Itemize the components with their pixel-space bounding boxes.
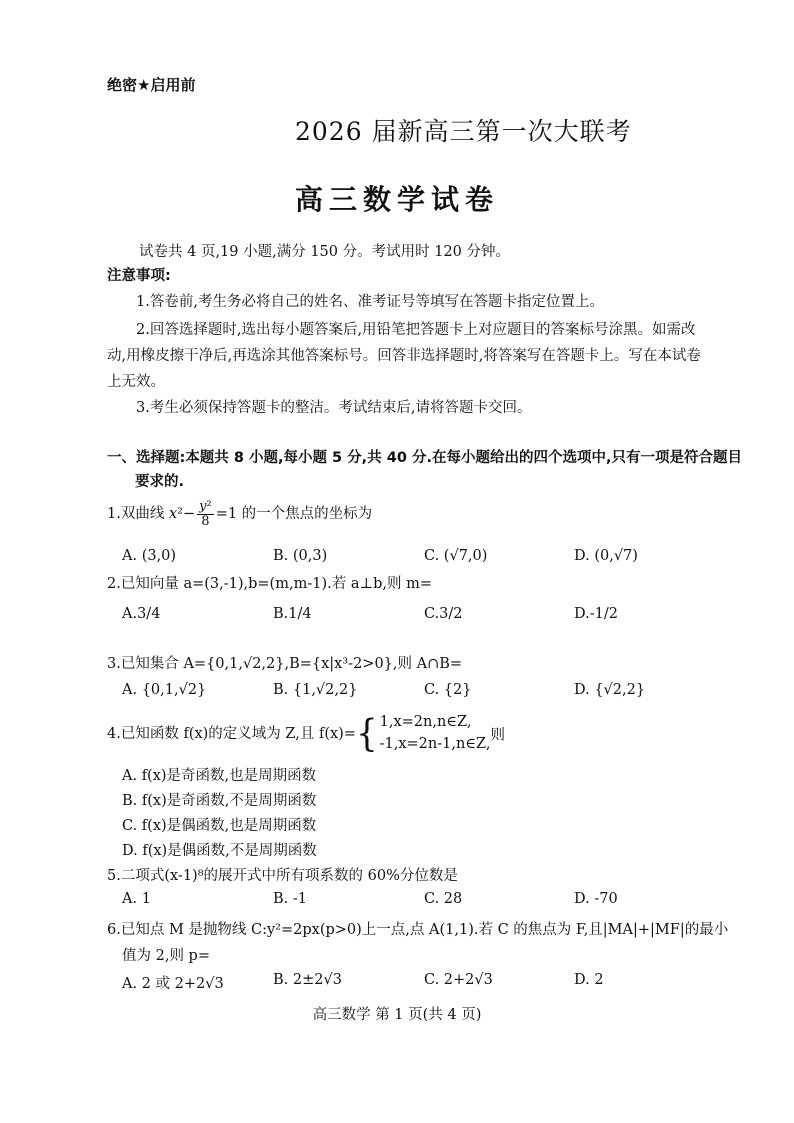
q6-option-c: C. 2+2√3 (424, 972, 493, 988)
question-5-stem: 5.二项式(x-1)⁸的展开式中所有项系数的 60%分位数是 (107, 868, 458, 884)
notes-heading: 注意事项: (107, 268, 171, 284)
q6-option-d: D. 2 (574, 972, 604, 988)
note-1: 1.答卷前,考生务必将自己的姓名、准考证号等填写在答题卡指定位置上。 (136, 294, 604, 310)
note-2-line3: 上无效。 (107, 374, 165, 390)
note-2-line2: 动,用橡皮擦干净后,再选涂其他答案标号。回答非选择题时,将答案写在答题卡上。写在本试卷 (107, 348, 701, 364)
note-3: 3.考生必须保持答题卡的整洁。考试结束后,请将答题卡交回。 (136, 400, 532, 416)
section1-heading: 一、选择题:本题共 8 小题,每小题 5 分,共 40 分.在每小题给出的四个选项中,只有一项是符合题目 (107, 450, 742, 466)
question-2-stem: 2.已知向量 a=(3,-1),b=(m,m-1).若 a⊥b,则 m= (107, 576, 432, 592)
q3-option-a: A. {0,1,√2} (122, 682, 207, 698)
page-footer: 高三数学 第 1 页(共 4 页) (312, 1007, 482, 1023)
q2-option-a: A.3/4 (122, 606, 161, 622)
q2-option-c: C.3/2 (424, 606, 463, 622)
q5-option-d: D. -70 (574, 891, 618, 907)
intro-text: 试卷共 4 页,19 小题,满分 150 分。考试用时 120 分钟。 (139, 244, 511, 260)
q4-option-a: A. f(x)是奇函数,也是周期函数 (122, 768, 317, 784)
confidential-label: 绝密★启用前 (107, 76, 196, 94)
q4-option-b: B. f(x)是奇函数,不是周期函数 (122, 793, 317, 809)
q4-option-d: D. f(x)是偶函数,不是周期函数 (122, 843, 317, 859)
q1-option-d: D. (0,√7) (574, 548, 638, 564)
q3-option-d: D. {√2,2} (574, 682, 646, 698)
section1-heading-cont: 要求的. (135, 474, 185, 490)
question-6-stem-line2: 值为 2,则 p= (122, 948, 210, 964)
q5-option-c: C. 28 (424, 891, 463, 907)
q3-option-c: C. {2} (424, 682, 472, 698)
q5-option-b: B. -1 (273, 891, 307, 907)
q6-option-a: A. 2 或 2+2√3 (122, 976, 224, 992)
paper-title: 高三数学试卷 (294, 183, 499, 216)
note-2-line1: 2.回答选择题时,选出每小题答案后,用铅笔把答题卡上对应题目的答案标号涂黑。如需改 (136, 322, 696, 338)
q1-option-a: A. (3,0) (122, 548, 177, 564)
question-6-stem-line1: 6.已知点 M 是抛物线 C:y²=2px(p>0)上一点,点 A(1,1).若 C 的焦点为 F,且|MA|+|MF|的最小 (107, 922, 729, 938)
q5-option-a: A. 1 (122, 891, 151, 907)
q2-option-b: B.1/4 (273, 606, 312, 622)
question-1-stem: 1.双曲线 x²− $\frac{\text{y²}}{8}$ =1 的一个焦点的坐标为 (107, 499, 373, 529)
question-4-stem: 4.已知函数 f(x)的定义域为 Z,且 f(x)={ 1,x=2n,n∈Z, -1,x=2n-1,n∈Z, 则 (107, 711, 505, 756)
q1-option-c: C. (√7,0) (424, 548, 488, 564)
q4-option-c: C. f(x)是偶函数,也是周期函数 (122, 818, 317, 834)
q1-option-b: B. (0,3) (273, 548, 328, 564)
q3-option-b: B. {1,√2,2} (273, 682, 358, 698)
q2-option-d: D.-1/2 (574, 606, 618, 622)
question-3-stem: 3.已知集合 A={0,1,√2,2},B={x|x³-2>0},则 A∩B= (107, 656, 463, 672)
q6-option-b: B. 2±2√3 (273, 972, 342, 988)
